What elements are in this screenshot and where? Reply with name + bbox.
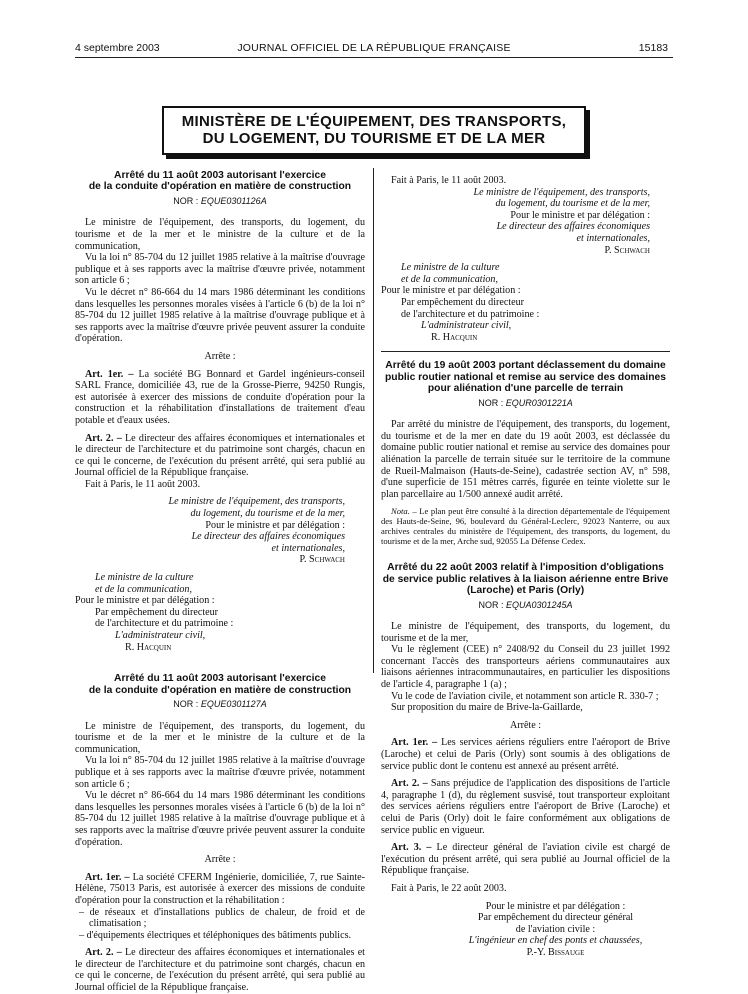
article-text: La société BG Bonnard et Gardel ingénieurs-conseil SARL France, domiciliée 43, rue de la Grosse-Pierre, 94250 Rungis, est autorisée à exercer des missions de conduite d'opération pour la construction et la réhabilitation d'installations de traitement d'eau potable et d'eaux usées.	[75, 368, 365, 426]
signature-line: Le ministre de la culture	[95, 572, 194, 584]
decree-1-signature-equipement	[75, 496, 365, 566]
decree-1-title-line-1: Arrêté du 11 août 2003 autorisant l'exercice	[114, 170, 326, 181]
decree-3-note	[381, 506, 670, 546]
decree-2-article-2	[75, 947, 365, 993]
signature-line: Par empêchement du directeur	[95, 606, 219, 618]
signature-line: L'administrateur civil,	[421, 320, 512, 332]
signature-line: Le directeur des affaires économiques	[191, 531, 345, 543]
decree-1-signature-culture	[75, 572, 365, 653]
nor-label: NOR :	[173, 195, 201, 206]
signature-line: Pour le ministre et par délégation :	[205, 519, 345, 531]
header-rule	[75, 57, 673, 58]
signature-line: et internationales,	[271, 542, 345, 554]
signatory-name: P. Schwach	[299, 554, 345, 566]
nor-code: EQUE0301126A	[200, 195, 267, 206]
decree-2-signature-culture	[381, 262, 670, 343]
ministry-banner	[162, 106, 586, 155]
signature-line: Par empêchement du directeur général	[477, 912, 634, 924]
decree-1	[75, 170, 365, 653]
article-text: Sans préjudice de l'application des dispositions de l'article 4, paragraphe 1 (d), du règlement susvisé, tout transporteur exploitant des services aériens réguliers entre l'aéroport de Brive (Laroche) et celui de Paris (Orly) doit le faire conformément aux obligations de service public en vigueur.	[381, 778, 670, 836]
decree-4-article-3	[381, 842, 670, 877]
decree-4-visa-3: Sur proposition du maire de Brive-la-Gaillarde,	[391, 702, 583, 714]
decree-1-visa-2: Vu le décret n° 86-664 du 14 mars 1986 déterminant les conditions dans lesquelles les personnes morales visées à l'article 6 (b) de la loi n° 85-704 du 12 juillet 1985 relative à la maîtrise d'ouvrage publique et à ses rapports avec la maîtrise d'œuvre privée peuvent assurer la conduite d'opération.	[75, 286, 365, 345]
signature-line: de l'architecture et du patrimoine :	[95, 618, 234, 630]
decree-4-nor	[381, 600, 670, 612]
signature-line: Le directeur des affaires économiques	[496, 221, 650, 233]
decree-2-arrete: Arrête :	[204, 854, 236, 866]
decree-1-article-1	[75, 369, 365, 427]
signature-line: et de la communication,	[95, 583, 192, 595]
signature-line: L'ingénieur en chef des ponts et chaussées,	[468, 935, 643, 947]
article-label: Art. 1er. –	[391, 737, 438, 749]
signatory-name: R. Hacquin	[125, 641, 172, 653]
signature-line: Le ministre de la culture	[401, 262, 500, 274]
decree-4-arrete: Arrête :	[509, 719, 542, 731]
decree-1-preamble: Le ministre de l'équipement, des transports, du logement, du tourisme et de la mer et le ministre de la culture et de la communication,	[75, 217, 365, 252]
decree-1-title-line-2: de la conduite d'opération en matière de construction	[88, 181, 352, 193]
section-divider	[381, 351, 670, 352]
header-date: 4 septembre 2003	[75, 42, 160, 54]
article-text: Le directeur des affaires économiques et internationales et le directeur de l'architecture et du patrimoine sont chargés, chacun en ce qui le concerne, de l'exécution du présent arrêté, qui sera publié au Journal officiel de la République française.	[75, 947, 365, 994]
article-text: La société CFERM Ingénierie, domiciliée, 7, rue Sainte-Hélène, 75013 Paris, est autorisée à exercer des missions de conduite d'opération pour la construction et la réhabilitation :	[75, 871, 365, 906]
decree-3	[381, 360, 670, 546]
decree-2-visa-1: Vu la loi n° 85-704 du 12 juillet 1985 relative à la maîtrise d'ouvrage publique et à ses rapports avec la maîtrise d'œuvre privée, notamment son article 6 ;	[75, 755, 365, 790]
nor-code: EQUR0301221A	[505, 397, 573, 408]
article-label: Art. 2. –	[85, 947, 122, 959]
article-label: Art. 1er. –	[85, 871, 130, 883]
note-text: Le plan peut être consulté à la direction départementale de l'équipement des Hauts-de-Seine, 96, boulevard du Général-Leclerc, 92023 Nanterre, ou aux archives centrales du ministère de l'équipement, des transports, du logement, du tourisme et de la mer, Arche sud, 92055 La Défense Cedex.	[381, 506, 670, 547]
signature-line: Pour le ministre et par délégation :	[485, 900, 626, 912]
nor-label: NOR :	[478, 397, 506, 408]
decree-1-article-2	[75, 433, 365, 479]
decree-4-visa-2: Vu le code de l'aviation civile, et notamment son article R. 330-7 ;	[391, 690, 659, 702]
article-label: Art. 2. –	[85, 432, 122, 444]
decree-2-title-line-2: de la conduite d'opération en matière de construction	[88, 684, 352, 696]
signature-line: Pour le ministre et par délégation :	[381, 285, 521, 297]
decree-1-arrete: Arrête :	[204, 350, 236, 362]
decree-1-title	[75, 170, 365, 193]
article-text: Le directeur général de l'aviation civile est chargé de l'exécution du présent arrêté, qui sera publié au Journal officiel de la République française.	[381, 842, 670, 877]
signatory-name: P. Schwach	[604, 244, 650, 256]
header-journal-title: JOURNAL OFFICIEL DE LA RÉPUBLIQUE FRANÇAISE	[237, 42, 511, 54]
decree-1-nor	[75, 196, 365, 208]
decree-3-title: Arrêté du 19 août 2003 portant déclassement du domaine public routier national et remise au service des domaines pour aliénation d'une parcelle de terrain	[385, 360, 666, 395]
article-label: Art. 3. –	[391, 842, 432, 854]
decree-3-nor	[381, 398, 670, 410]
decree-2-title-line-1: Arrêté du 11 août 2003 autorisant l'exercice	[114, 673, 326, 685]
decree-2-title	[75, 673, 365, 696]
nor-label: NOR :	[173, 699, 201, 709]
decree-4-fait: Fait à Paris, le 22 août 2003.	[391, 882, 507, 894]
decree-2-nor	[75, 699, 365, 711]
right-column	[381, 175, 670, 959]
signature-line: de l'architecture et du patrimoine :	[401, 308, 540, 320]
signature-line: Pour le ministre et par délégation :	[510, 209, 650, 221]
decree-4	[381, 562, 670, 958]
decree-2-fait: Fait à Paris, le 11 août 2003.	[391, 175, 507, 186]
decree-1-visa-1: Vu la loi n° 85-704 du 12 juillet 1985 relative à la maîtrise d'ouvrage publique et à ses rapports avec la maîtrise d'œuvre privée, notamment son article 6 ;	[75, 252, 365, 287]
nor-label: NOR :	[478, 599, 506, 610]
signature-line: Le ministre de l'équipement, des transports,	[168, 496, 345, 508]
article-text: Le directeur des affaires économiques et internationales et le directeur de l'architecture et du patrimoine sont chargés, chacun en ce qui le concerne, de l'exécution du présent arrêté, qui sera publié au Journal officiel de la République française.	[75, 432, 365, 479]
signatory-name: R. Hacquin	[431, 331, 478, 343]
ministry-line-1: MINISTÈRE DE L'ÉQUIPEMENT, DES TRANSPORTS,	[181, 113, 567, 130]
signature-line: Par empêchement du directeur	[401, 296, 525, 308]
list-item: – d'équipements électriques et téléphoniques des bâtiments publics.	[79, 929, 352, 941]
decree-2-signature-equipement	[381, 187, 670, 257]
decree-2-continued	[381, 175, 670, 343]
article-text: Les services aériens réguliers entre l'aéroport de Brive (Laroche) et celui de Paris (Orly) sont soumis à des obligations de service public dont le contenu est annexé au présent arrêté.	[381, 737, 670, 772]
signature-line: Le ministre de l'équipement, des transports,	[473, 186, 650, 198]
decree-2-article-1-list	[75, 907, 365, 942]
article-label: Art. 2. –	[391, 778, 428, 790]
decree-2	[75, 673, 365, 993]
decree-1-fait: Fait à Paris, le 11 août 2003.	[85, 478, 201, 490]
header-page-number: 15183	[638, 42, 668, 54]
decree-3-body: Par arrêté du ministre de l'équipement, des transports, du logement, du tourisme et de la mer en date du 19 août 2003, est déclassée du domaine public routier national et remise au service des domaines pour aliénation la parcelle de terrain située sur le territoire de la commune de Rueil-Malmaison (Hauts-de-Seine), cadastrée section AV, n° 598, d'une superficie de 151 mètres carrés, figurée en teinte violette sur le plan parcellaire au 1/500 annexé audit arrêté.	[381, 419, 670, 500]
decree-2-visa-2: Vu le décret n° 86-664 du 14 mars 1986 déterminant les conditions dans lesquelles les personnes morales visées à l'article 6 (b) de la loi n° 85-704 du 12 juillet 1985 relative à la maîtrise d'ouvrage publique et à ses rapports avec la maîtrise d'œuvre privée peuvent assurer la conduite d'opération.	[75, 790, 365, 848]
decree-4-signature	[381, 901, 670, 959]
decree-2-article-1	[75, 872, 365, 907]
note-label: Nota. –	[391, 506, 417, 517]
signature-line: du logement, du tourisme et de la mer,	[190, 508, 345, 520]
left-column	[75, 170, 365, 994]
signature-line: du logement, du tourisme et de la mer,	[495, 198, 650, 210]
nor-code: EQUA0301245A	[505, 599, 573, 610]
decree-4-article-2	[381, 778, 670, 836]
signatory-name: P.-Y. Bissauge	[526, 946, 585, 958]
decree-2-preamble: Le ministre de l'équipement, des transports, du logement, du tourisme et de la mer et le ministre de la culture et de la communication,	[75, 720, 365, 755]
signature-line: et internationales,	[576, 232, 650, 244]
decree-4-article-1	[381, 737, 670, 772]
decree-4-visa-1: Vu le règlement (CEE) n° 2408/92 du Conseil du 23 juillet 1992 concernant l'accès des transporteurs aériens communautaires aux liaisons aériennes intracommunautaires, en particulier les dispositions de l'article 4, paragraphe 1 (a) ;	[381, 644, 670, 691]
article-label: Art. 1er. –	[85, 368, 134, 380]
list-item: – de réseaux et d'installations publics de chaleur, de froid et de climatisation ;	[79, 906, 365, 930]
column-separator	[373, 168, 374, 673]
ministry-line-2: DU LOGEMENT, DU TOURISME ET DE LA MER	[202, 130, 546, 147]
signature-line: Pour le ministre et par délégation :	[75, 595, 215, 607]
signature-line: L'administrateur civil,	[115, 630, 206, 641]
signature-line: de l'aviation civile :	[515, 923, 596, 935]
decree-4-title: Arrêté du 22 août 2003 relatif à l'imposition d'obligations de service public relatives à la liaison aérienne entre Brive (Laroche) et Paris (Orly)	[382, 562, 669, 597]
decree-4-preamble: Le ministre de l'équipement, des transports, du logement, du tourisme et de la mer,	[381, 621, 670, 644]
signature-line: et de la communication,	[401, 273, 498, 285]
nor-code: EQUE0301127A	[200, 699, 267, 709]
